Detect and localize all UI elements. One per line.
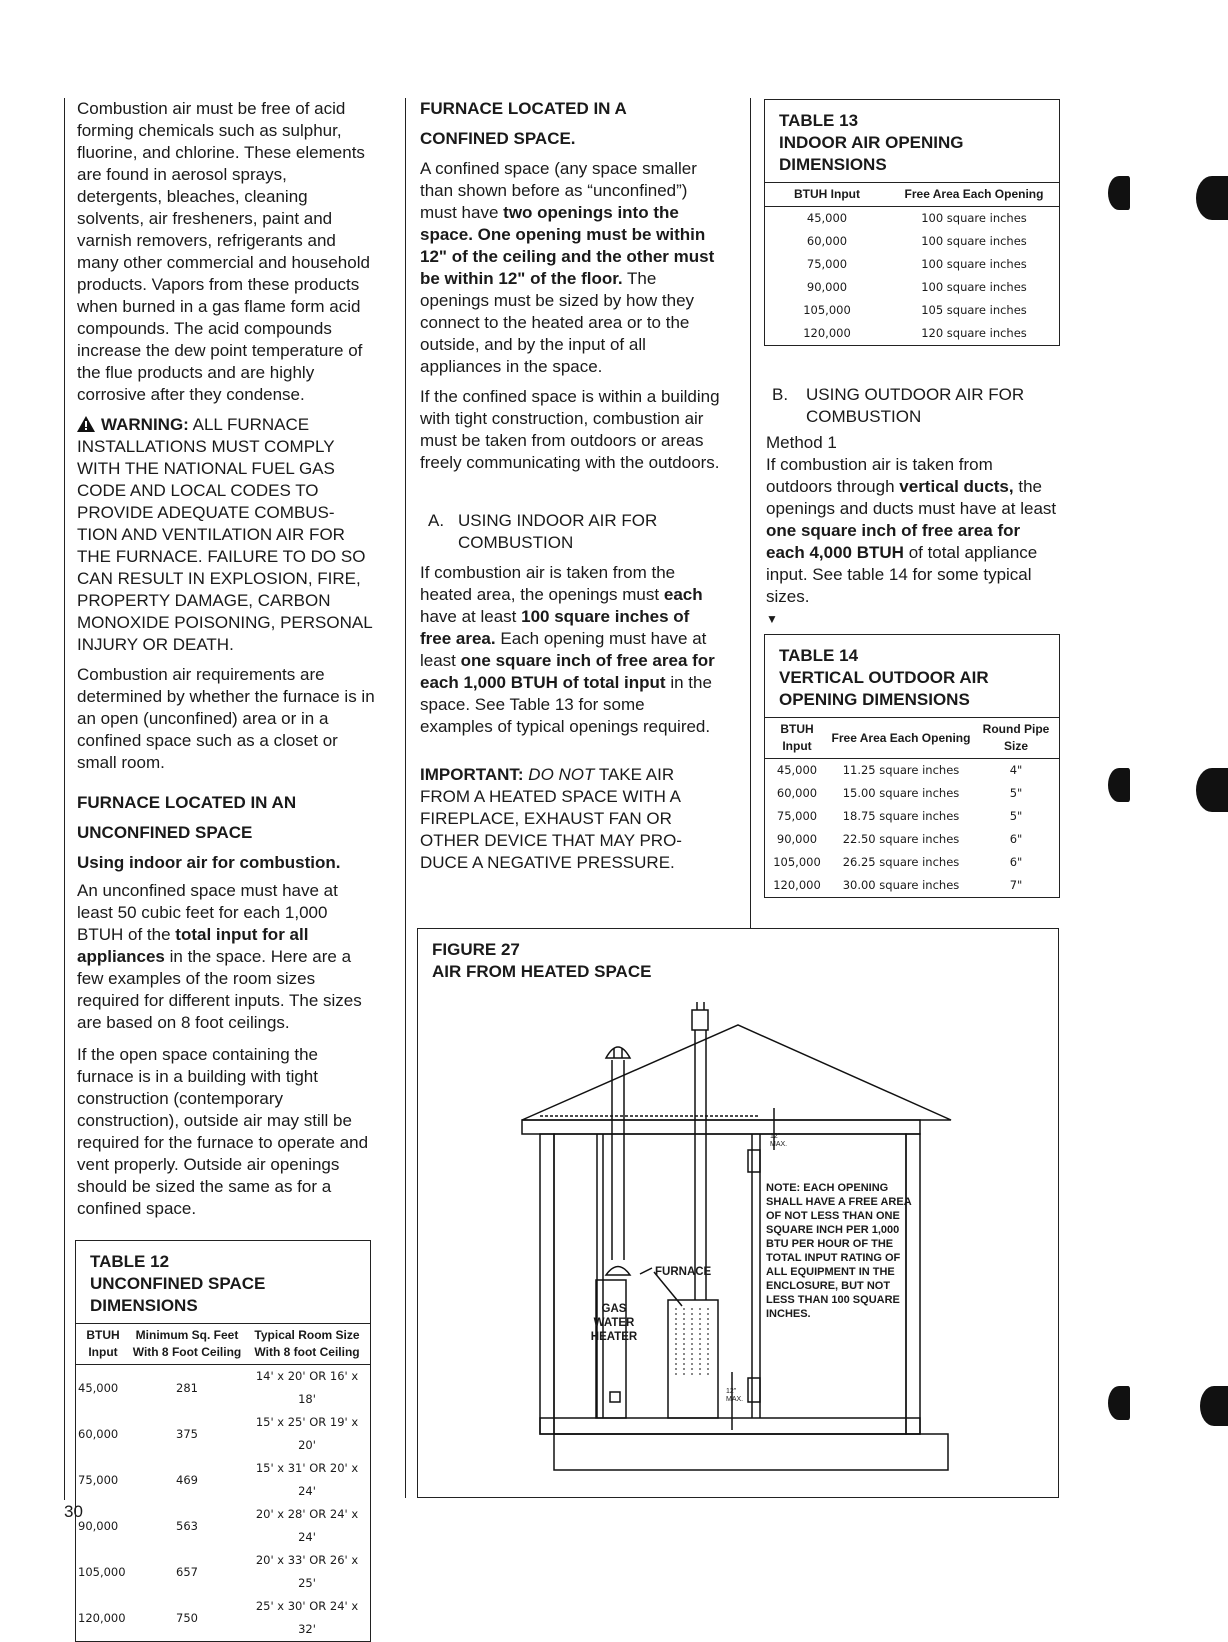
- table-13-cell: 90,000: [806, 280, 848, 294]
- furnace-vent: [695, 1030, 706, 1300]
- dim-top-label: 12" MAX.: [770, 1133, 788, 1148]
- upper-opening: [748, 1150, 760, 1172]
- outdoor-text-bold2: one square inch of free area for each 4,000 BTUH: [766, 521, 1021, 562]
- figure-27-title-line2: AIR FROM HEATED SPACE: [432, 962, 652, 981]
- roof-eave: [522, 1120, 920, 1134]
- table-12-title-line3: DIMENSIONS: [90, 1296, 198, 1315]
- table-14-cell: 120,000: [773, 878, 821, 892]
- confined-text-c: The openings must be sized by how they connect to the heated area or to the outside, and by the input of all appliances in the space.: [420, 269, 695, 376]
- section-a-letter: A.: [428, 511, 445, 530]
- house-outer-wall-left: [540, 1134, 554, 1434]
- outdoor-text-a: If combustion air is taken from outdoors through: [766, 455, 993, 496]
- figure-note: NOTE: EACH OPENING SHALL HAVE A FREE AREA OF NOT LESS THAN ONE SQUARE INCH PER 1,000 BTU PER HOUR OF THE TOTAL INPUT RATING OF ALL EQUIPMENT IN THE ENCLOSURE, BUT NOT LESS THAN 100 SQUARE INCHES.: [766, 1182, 912, 1320]
- section-a-title: USING INDOOR AIR FOR COMBUSTION: [458, 511, 658, 552]
- table-12-header: Minimum Sq. Feet With 8 Foot Ceiling: [130, 1324, 244, 1365]
- indoor-air-text-c: have at least: [420, 607, 517, 626]
- table-14-cell: 6": [1009, 832, 1023, 846]
- table-13-title-line2: INDOOR AIR OPENING: [779, 133, 964, 152]
- dim-bottom-label: 12" MAX.: [726, 1388, 744, 1403]
- table-12-cell: 90,000: [78, 1518, 119, 1533]
- table-14-title-line2: VERTICAL OUTDOOR AIR: [779, 668, 989, 687]
- table-12-cell: 657: [176, 1564, 198, 1579]
- unconfined-text-a: An unconfined space must have at least 50 cubic feet for each 1,000 BTUH of the: [77, 881, 338, 944]
- table-12-cell: 469: [176, 1472, 198, 1487]
- table-13-cell: 100 square inches: [921, 234, 1027, 248]
- outdoor-text-bold1: vertical ducts,: [899, 477, 1014, 496]
- table-14-title-line3: OPENING DIMENSIONS: [779, 690, 970, 709]
- table-12-cell: 750: [176, 1610, 198, 1625]
- table-14-header: Round Pipe Size: [973, 718, 1059, 759]
- table-14-cell: 18.75 square inches: [842, 809, 960, 823]
- table-12-cell: 15' x 25' OR 19' x 20': [255, 1415, 359, 1452]
- table-13-cell: 105,000: [803, 303, 851, 317]
- table-14-cell: 7": [1009, 878, 1023, 892]
- table-14-cell: 6": [1009, 855, 1023, 869]
- tight-building-paragraph: If the confined space is within a building with tight construction, combustion air must be taken from outdoors or areas freely communicating with the outdoors.: [420, 387, 720, 472]
- water-heater-door: [610, 1392, 620, 1402]
- table-13-header: BTUH Input: [765, 183, 889, 207]
- table-14-cell: 45,000: [776, 763, 818, 777]
- unconfined-text-bold: total input for all appliances: [77, 925, 309, 966]
- table-14-cell: 26.25 square inches: [842, 855, 960, 869]
- table-14-cell: 105,000: [773, 855, 821, 869]
- table-14-header: Free Area Each Opening: [829, 718, 973, 759]
- table-14-cell: 30.00 square inches: [842, 878, 960, 892]
- unconfined-heading-line1: FURNACE LOCATED IN AN: [77, 793, 297, 812]
- table-13-cell: 60,000: [806, 234, 848, 248]
- page-number: 30: [64, 1502, 83, 1521]
- table-12-cell: 60,000: [78, 1426, 119, 1441]
- table-14-cell: 11.25 square inches: [842, 763, 960, 777]
- acid-free-paragraph: Combustion air must be free of acid forming chemicals such as sulphur, fluorine, and chlorine. These elements are found in aerosol sprays, detergents, bleaches, cleaning solvents, air fresheners, paint and varnish removers, refrigerants and many other commercial and household products. Vapors from these products when burned in a gas flame form acid compounds. The acid compounds increase the dew point temperature of the flue products and are highly corrosive after they condense.: [77, 99, 370, 404]
- enclosure-wall-right: [752, 1134, 760, 1418]
- table-13-title-line3: DIMENSIONS: [779, 155, 887, 174]
- table-12-cell: 120,000: [78, 1610, 126, 1625]
- table-13-cell: 105 square inches: [921, 303, 1027, 317]
- table-13-cell: 120,000: [803, 326, 851, 340]
- table-12-cell: 105,000: [78, 1564, 126, 1579]
- table-12-cell: 14' x 20' OR 16' x 18': [255, 1369, 359, 1406]
- heater-leader: [640, 1268, 652, 1274]
- requirements-paragraph: Combustion air requirements are determined by whether the furnace is in an open (unconfined) area or in a confined space such as a closet or small room.: [77, 665, 375, 772]
- important-label: IMPORTANT:: [420, 765, 524, 784]
- table-12-title-line2: UNCONFINED SPACE: [90, 1274, 266, 1293]
- heater-vent: [612, 1060, 624, 1260]
- table-14-cell: 90,000: [776, 832, 818, 846]
- indoor-air-text-a: If combustion air is taken from the heated area, the openings must: [420, 563, 676, 604]
- confined-text-bold: two openings into the space. One opening must be within 12" of the ceiling and the other must be within 12" of the floor.: [420, 203, 715, 288]
- indoor-air-text-bold2: one square inch of free area for each 1,000 BTUH of total input: [420, 651, 715, 692]
- indoor-air-text-bold1: 100 square inches of free area.: [420, 607, 690, 648]
- table-13-cell: 100 square inches: [921, 280, 1027, 294]
- outdoor-text-c: the openings and ducts must have at least: [766, 477, 1057, 518]
- table-14-cell: 4": [1009, 763, 1023, 777]
- indoor-air-text-e: Each opening must have at least: [420, 629, 707, 670]
- table-14-cell: 22.50 square inches: [842, 832, 960, 846]
- table-14-cell: 60,000: [776, 786, 818, 800]
- unconfined-heading-line2: UNCONFINED SPACE: [77, 823, 253, 842]
- down-arrow-icon: ▼: [766, 612, 778, 626]
- table-12-header: Typical Room Size With 8 foot Ceiling: [244, 1324, 370, 1365]
- unconfined-text-c: in the space. Here are a few examples of the room sizes required for different inputs. The sizes are based on 8 foot ceilings.: [77, 947, 362, 1032]
- table-14-header: BTUH Input: [765, 718, 829, 759]
- indoor-air-text-g: in the space. See Table 13 for some examples of typical openings required.: [420, 673, 712, 736]
- table-12-cell: 25' x 30' OR 24' x 32': [255, 1599, 359, 1636]
- binder-hole-mark: [1108, 1386, 1130, 1420]
- table-14-cell: 5": [1009, 809, 1023, 823]
- section-b-letter: B.: [772, 385, 789, 404]
- table-12-cell: 563: [176, 1518, 198, 1533]
- table-12-cell: 20' x 33' OR 26' x 25': [255, 1553, 359, 1590]
- important-text: TAKE AIR FROM A HEATED SPACE WITH A FIREPLACE, EXHAUST FAN OR OTHER DEVICE THAT MAY PRO-DUCE A NEGATIVE PRESSURE.: [420, 765, 682, 872]
- roof-outline: [522, 1025, 951, 1120]
- enclosure-wall-left: [597, 1134, 603, 1418]
- binder-hole-mark: [1196, 768, 1228, 812]
- figure-27-title-line1: FIGURE 27: [432, 940, 520, 959]
- table-13-cell: 75,000: [806, 257, 848, 271]
- table-12-cell: 45,000: [78, 1380, 119, 1395]
- table-13-title-line1: TABLE 13: [779, 111, 859, 130]
- confined-heading-line2: CONFINED SPACE.: [420, 129, 576, 148]
- binder-hole-mark: [1196, 176, 1228, 220]
- tight-construction-paragraph: If the open space containing the furnace is in a building with tight construction (contemporary construction), outside air may still be required for the furnace to operate and vent properly. Outside air openings should be sized the same as for a confined space.: [77, 1045, 369, 1218]
- water-heater-top: [606, 1267, 630, 1276]
- binder-hole-mark: [1200, 1386, 1228, 1426]
- binder-hole-mark: [1108, 176, 1130, 210]
- table-12-title-line1: TABLE 12: [90, 1252, 170, 1271]
- lower-opening: [748, 1378, 760, 1402]
- section-b-title: USING OUTDOOR AIR FOR COMBUSTION: [806, 385, 1025, 426]
- confined-text-a: A confined space (any space smaller than shown before as “unconfined”) must have: [420, 159, 697, 222]
- table-12-cell: 15' x 31' OR 20' x 24': [255, 1461, 359, 1498]
- table-14-title-line1: TABLE 14: [779, 646, 859, 665]
- furnace-label: FURNACE: [655, 1266, 712, 1278]
- warning-label: WARNING:: [101, 415, 189, 434]
- warning-text: ALL FURNACE INSTALLATIONS MUST COMPLY WITH THE NATIONAL FUEL GAS CODE AND LOCAL CODES TO PROVIDE ADEQUATE COMBUS-TION AND VENTILATION AIR FOR THE FURNACE. FAILURE TO DO SO CAN RESULT IN EXPLOSION, FIRE, PROPERTY DAMAGE, CARBON MONOXIDE POISONING, PERSONAL INJURY OR DEATH.: [77, 415, 373, 654]
- important-do-not: DO NOT: [528, 765, 595, 784]
- table-13-cell: 100 square inches: [921, 257, 1027, 271]
- outdoor-text-e: of total appliance input. See table 14 for some typical sizes.: [766, 543, 1038, 606]
- table-14-cell: 5": [1009, 786, 1023, 800]
- gas-water-heater-label: GAS WATER HEATER: [590, 1303, 638, 1343]
- furnace-vent-cap: [692, 1010, 708, 1030]
- table-12-cell: 281: [176, 1380, 198, 1395]
- water-heater-body: [596, 1280, 626, 1418]
- table-13-cell: 120 square inches: [921, 326, 1027, 340]
- table-12-cell: 375: [176, 1426, 198, 1441]
- table-12-cell: 75,000: [78, 1472, 119, 1487]
- table-13-cell: 45,000: [806, 211, 848, 225]
- table-14-cell: 75,000: [776, 809, 818, 823]
- method-1: Method 1: [766, 433, 837, 452]
- table-12-row: [76, 1595, 370, 1641]
- binder-hole-mark: [1108, 768, 1130, 802]
- heater-vent-cap: [606, 1047, 630, 1058]
- table-13-cell: 100 square inches: [921, 211, 1027, 225]
- confined-heading-line1: FURNACE LOCATED IN A: [420, 99, 627, 118]
- table-12-cell: 20' x 28' OR 24' x 24': [255, 1507, 359, 1544]
- indoor-air-text-each: each: [663, 585, 703, 604]
- table-12-header: BTUH Input: [76, 1324, 130, 1365]
- table-13-header: Free Area Each Opening: [889, 183, 1059, 207]
- indoor-air-subheading: Using indoor air for combustion.: [77, 853, 341, 872]
- foundation: [554, 1434, 948, 1470]
- floor-slab: [540, 1418, 920, 1434]
- table-14-cell: 15.00 square inches: [842, 786, 960, 800]
